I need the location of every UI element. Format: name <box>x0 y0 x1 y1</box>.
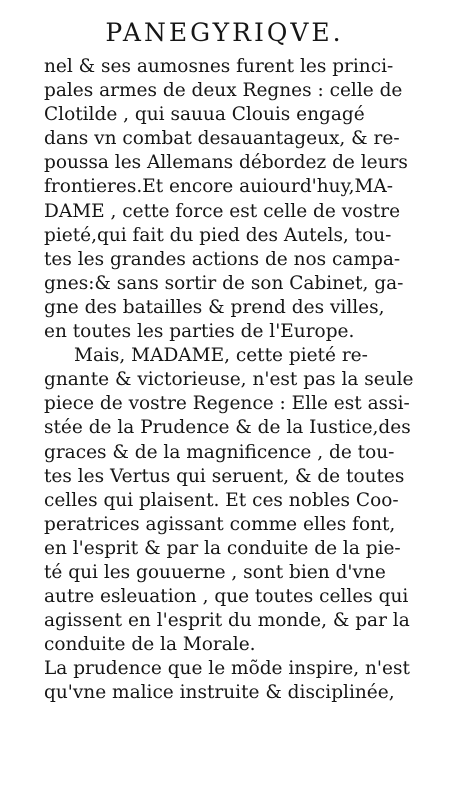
running-header: PANEGYRIQVE. <box>105 18 344 47</box>
text-line: pales armes de deux Regnes : celle de <box>44 80 403 102</box>
text-line: autre esleuation , que toutes celles qui <box>44 586 409 608</box>
text-line: pieté,qui fait du pied des Autels, tou- <box>44 224 392 246</box>
text-line: peratrices agissant comme elles font, <box>44 513 396 535</box>
paragraph-start-line: Mais, MADAME, cette pieté re- <box>74 345 368 367</box>
text-line: nel & ses aumosnes furent les princi- <box>44 56 394 77</box>
text-line: DAME , cette force est celle de vostre <box>44 200 401 222</box>
text-line: graces & de la magnificence , de tou- <box>44 441 395 463</box>
text-line: gnes:& sans sortir de son Cabinet, ga- <box>44 272 404 294</box>
body-text <box>44 55 424 706</box>
text-line: gne des batailles & prend des villes, <box>44 296 385 318</box>
text-line: agissent en l'esprit du monde, & par la <box>44 610 410 632</box>
text-line: gnante & victorieuse, n'est pas la seule <box>44 369 414 391</box>
text-line: en toutes les parties de l'Europe. <box>44 321 355 343</box>
text-line: qu'vne malice instruite & disciplinée, <box>44 682 395 704</box>
text-line: tes les Vertus qui seruent, & de toutes <box>44 465 405 487</box>
text-line: conduite de la Morale. <box>44 634 256 656</box>
text-line: té qui les gouuerne , sont bien d'vne <box>44 561 386 583</box>
text-line: Clotilde , qui sauua Clouis engagé <box>44 104 365 126</box>
text-line: dans vn combat desauantageux, & re- <box>44 128 400 150</box>
text-line: poussa les Allemans débordez de leurs <box>44 152 408 174</box>
text-line: tes les grandes actions de nos campa- <box>44 248 401 270</box>
text-line: frontieres.Et encore auiourd'huy,MA- <box>44 176 394 198</box>
text-line: celles qui plaisent. Et ces nobles Coo- <box>44 489 399 511</box>
text-line: en l'esprit & par la conduite de la pie- <box>44 537 401 559</box>
text-line: stée de la Prudence & de la Iustice,des <box>44 417 411 439</box>
paragraph-start-line: La prudence que le mõde inspire, n'est <box>44 658 410 680</box>
text-line: piece de vostre Regence : Elle est assi- <box>44 393 410 415</box>
